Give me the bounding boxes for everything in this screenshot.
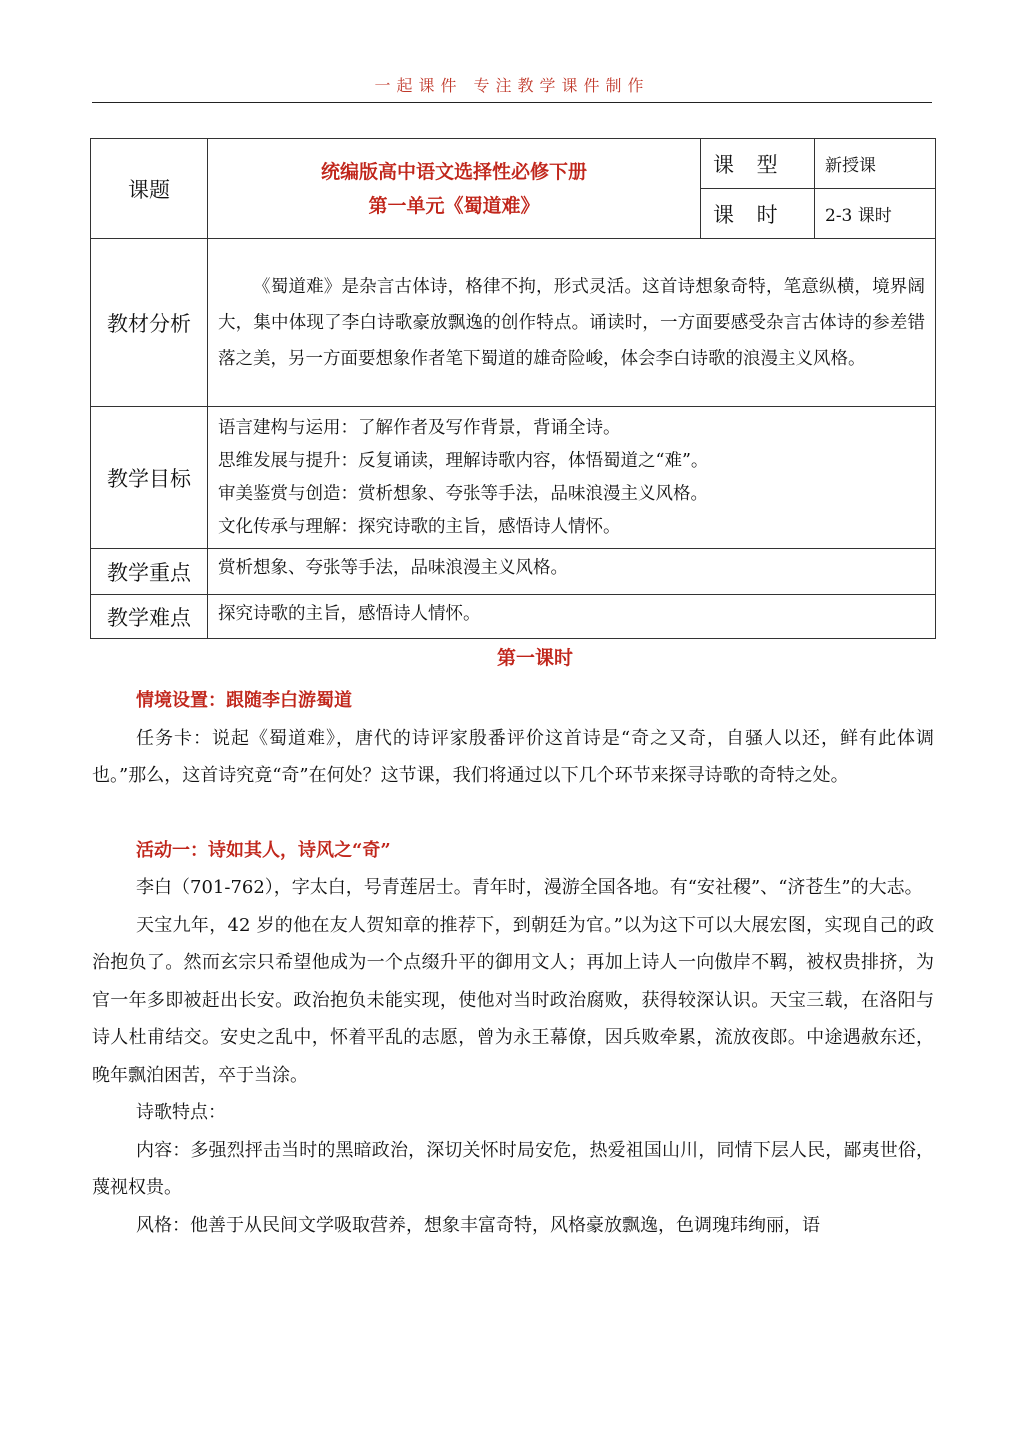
lesson-plan-table xyxy=(90,138,936,639)
career-text: 天宝九年，42 岁的他在友人贺知章的推荐下，到朝廷为官。”以为这下可以大展宏图，实现自己的政治抱负了。然而玄宗只希望他成为一个点缀升平的御用文人；再加上诗人一向傲岸不羁，被权贵排挤，为官一年多即被赶出长安。政治抱负未能实现，使他对当时政治腐败，获得较深认识。天宝三载，在洛阳与诗人杜甫结交。安史之乱中，怀着平乱的志愿，曾为永王幕僚，因兵败牵累，流放夜郎。中途遇赦东还，晚年飘泊困苦，卒于当涂。 xyxy=(92,914,934,1086)
content-text: 内容：多强烈抨击当时的黑暗政治，深切关怀时局安危，热爱祖国山川，同情下层人民，鄙夷世俗，蔑视权贵。 xyxy=(92,1139,934,1198)
lesson-body xyxy=(92,682,934,1244)
bio-text: 李白（701-762），字太白，号青莲居士。青年时，漫游全国各地。有“安社稷”、“济苍生”的大志。 xyxy=(136,877,923,898)
lesson-type-value: 新授课 xyxy=(815,139,936,189)
analysis-content xyxy=(208,239,936,407)
analysis-label: 教材分析 xyxy=(91,239,208,407)
difficulties-text: 探究诗歌的主旨，感悟诗人情怀。 xyxy=(208,595,936,639)
page-header: 一起课件 专注教学课件制作 xyxy=(92,72,932,103)
lesson-title-line2: 第一单元《蜀道难》 xyxy=(368,194,540,217)
goals-content xyxy=(208,407,936,549)
lesson-title-line1: 统编版高中语文选择性必修下册 xyxy=(320,160,587,183)
lesson-section-title: 第一课时 xyxy=(496,647,573,669)
goal-item: 文化传承与理解：探究诗歌的主旨，感悟诗人情怀。 xyxy=(218,516,621,537)
goal-item: 思维发展与提升：反复诵读，理解诗歌内容，体悟蜀道之“难”。 xyxy=(218,450,709,471)
analysis-text: 《蜀道难》是杂言古体诗，格律不拘，形式灵活。这首诗想象奇特，笔意纵横，境界阔大，集中体现了李白诗歌豪放飘逸的创作特点。诵读时，一方面要感受杂言古体诗的参差错落之美，另一方面要想象作者笔下蜀道的雄奇险峻，体会李白诗歌的浪漫主义风格。 xyxy=(218,276,925,369)
activity1-heading: 活动一：诗如其人，诗风之“奇” xyxy=(136,839,391,861)
goal-item: 语言建构与运用：了解作者及写作背景，背诵全诗。 xyxy=(218,417,621,438)
lesson-period-value: 2-3 课时 xyxy=(815,189,936,239)
key-points-label: 教学重点 xyxy=(91,549,208,595)
features-label: 诗歌特点： xyxy=(136,1102,226,1123)
situation-heading: 情境设置：跟随李白游蜀道 xyxy=(136,690,352,711)
key-points-text: 赏析想象、夸张等手法，品味浪漫主义风格。 xyxy=(208,549,936,595)
lesson-title-cell xyxy=(208,139,701,239)
task-card-text: 任务卡：说起《蜀道难》，唐代的诗评家殷番评价这首诗是“奇之又奇，自骚人以还，鲜有此体调也。”那么，这首诗究竟“奇”在何处？这节课，我们将通过以下几个环节来探寻诗歌的奇特之处。 xyxy=(92,727,934,786)
lesson-type-label: 课 型 xyxy=(701,139,815,189)
style-text: 风格：他善于从民间文学吸取营养，想象丰富奇特，风格豪放飘逸，色调瑰玮绚丽，语 xyxy=(136,1214,820,1236)
lesson-period-label: 课 时 xyxy=(701,189,815,239)
difficulties-label: 教学难点 xyxy=(91,595,208,639)
topic-label: 课题 xyxy=(91,139,208,239)
goals-label: 教学目标 xyxy=(91,407,208,549)
goal-item: 审美鉴赏与创造：赏析想象、夸张等手法，品味浪漫主义风格。 xyxy=(218,483,708,504)
